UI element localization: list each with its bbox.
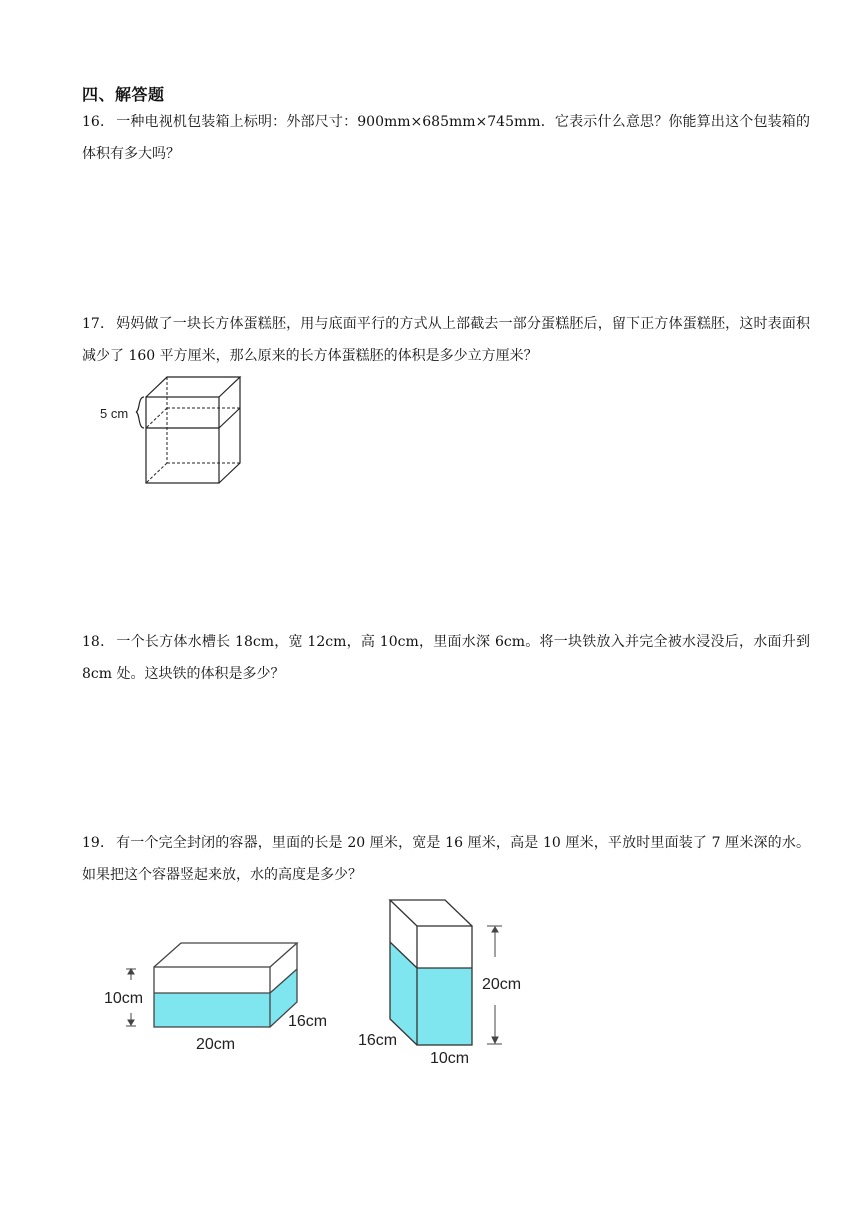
flat-width-label: 16cm (288, 1013, 328, 1030)
question-18 (82, 626, 810, 690)
section-title: 四、解答题 (82, 85, 165, 104)
water-side (390, 942, 417, 1045)
question-number: 19． (82, 835, 115, 851)
question-text: 妈妈做了一块长方体蛋糕胚，用与底面平行的方式从上部截去一部分蛋糕胚后，留下正方体蛋糕胚，这时表面积减少了 160 平方厘米，那么原来的长方体蛋糕胚的体积是多少立方厘米？ (82, 316, 810, 364)
flat-height-label: 10cm (104, 990, 144, 1007)
question-text: 有一个完全封闭的容器，里面的长是 20 厘米，宽是 16 厘米，高是 10 厘米，平放时里面装了 7 厘米深的水。如果把这个容器竖起来放，水的高度是多少？ (82, 835, 810, 883)
question-number: 18． (82, 634, 115, 650)
water-front (154, 993, 270, 1027)
cake-height-label: 5 cm (100, 406, 129, 421)
question-19 (82, 827, 810, 891)
question-16 (82, 106, 810, 170)
upright-width-label: 16cm (358, 1032, 398, 1049)
flat-length-label: 20cm (196, 1036, 236, 1053)
question-17 (82, 308, 810, 372)
water-front (417, 968, 472, 1045)
question-number: 17． (82, 316, 115, 332)
question-text: 一种电视机包装箱上标明：外部尺寸：900mm×685mm×745mm．它表示什么意思？你能算出这个包装箱的体积有多大吗？ (82, 114, 810, 162)
upright-container-figure (352, 895, 532, 1070)
question-number: 16． (82, 114, 115, 130)
question-text: 一个长方体水槽长 18cm，宽 12cm，高 10cm，里面水深 6cm。将一块铁放入并完全被水浸没后，水面升到 8cm 处。这块铁的体积是多少？ (82, 634, 810, 682)
cake-cuboid-figure (95, 372, 225, 492)
upright-length-label: 10cm (430, 1050, 470, 1067)
flat-container-figure (100, 940, 360, 1060)
upright-height-label: 20cm (482, 976, 522, 993)
